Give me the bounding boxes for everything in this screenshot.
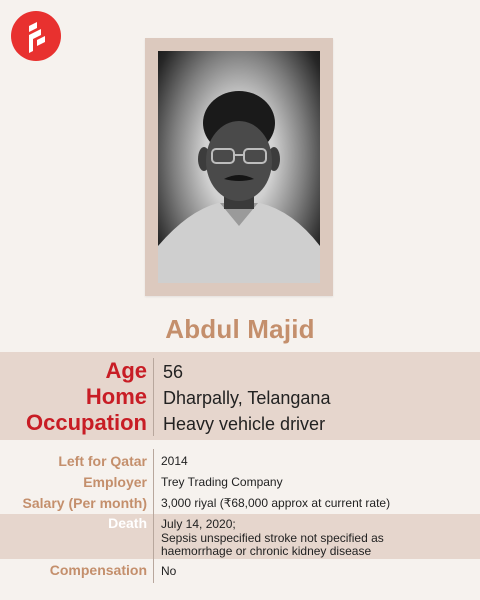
compensation-label: Compensation — [49, 562, 147, 578]
death-value-line-3: haemorrhage or chronic kidney disease — [161, 544, 372, 558]
left-for-qatar-label: Left for Qatar — [58, 453, 147, 469]
publisher-logo-icon — [11, 11, 61, 61]
occupation-value: Heavy vehicle driver — [163, 414, 326, 434]
home-label: Home — [85, 384, 147, 409]
age-label: Age — [105, 358, 147, 383]
salary-label: Salary (Per month) — [22, 495, 147, 511]
salary-value: 3,000 riyal (₹68,000 approx at current rate) — [161, 496, 391, 510]
logo-mark-icon — [11, 11, 61, 61]
portrait-photo — [158, 51, 320, 283]
portrait-illustration — [158, 51, 320, 283]
employer-value: Trey Trading Company — [161, 475, 283, 489]
home-value: Dharpally, Telangana — [163, 388, 331, 408]
compensation-value: No — [161, 564, 177, 578]
death-value-line-1: July 14, 2020; — [161, 517, 236, 531]
age-value: 56 — [163, 362, 184, 382]
primary-divider — [153, 358, 154, 436]
employer-label: Employer — [83, 474, 147, 490]
occupation-label: Occupation — [25, 410, 147, 435]
death-divider — [153, 514, 154, 559]
photo-frame — [145, 38, 333, 296]
person-name: Abdul Majid — [165, 314, 315, 344]
left-for-qatar-value: 2014 — [161, 454, 188, 468]
death-value-line-2: Sepsis unspecified stroke not specified as — [161, 531, 384, 545]
death-label: Death — [108, 515, 147, 531]
